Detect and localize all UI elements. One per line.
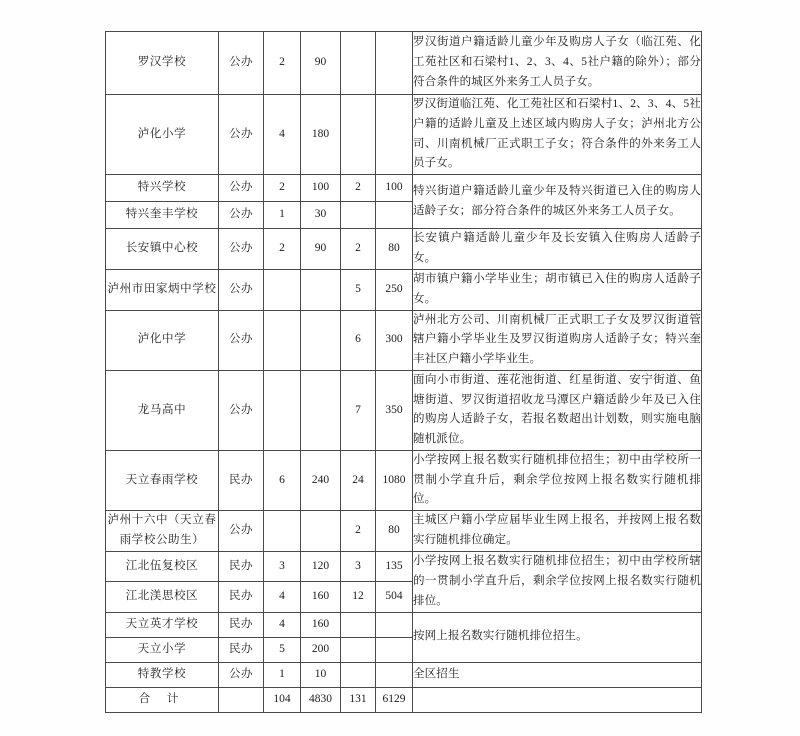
cell-primary-seats: 180: [301, 95, 341, 175]
cell-school: 天立英才学校: [106, 612, 219, 637]
enrollment-plan-table: [105, 31, 702, 713]
cell-primary-seats: 100: [301, 175, 341, 202]
table-row: [106, 370, 702, 450]
cell-primary-classes: 1: [264, 662, 301, 687]
cell-junior-classes: [341, 612, 376, 637]
cell-junior-classes: [341, 95, 376, 175]
cell-primary-seats: [301, 370, 341, 450]
cell-nature: 公办: [219, 511, 264, 552]
cell-scope: 全区招生: [413, 662, 702, 687]
cell-nature: 公办: [219, 370, 264, 450]
cell-nature: 公办: [219, 662, 264, 687]
cell-primary-seats: 90: [301, 32, 341, 95]
cell-school: 泸州市田家炳中学校: [106, 269, 219, 310]
cell-primary-classes: 6: [264, 450, 301, 510]
cell-school: 罗汉学校: [106, 32, 219, 95]
cell-junior-seats: 1080: [376, 450, 413, 510]
cell-junior-seats: 250: [376, 269, 413, 310]
cell-junior-classes: 6: [341, 310, 376, 370]
cell-primary-classes: 2: [264, 32, 301, 95]
cell-primary-seats: 160: [301, 582, 341, 612]
cell-junior-classes: 3: [341, 552, 376, 582]
cell-junior-seats: [376, 637, 413, 662]
cell-junior-seats: [376, 95, 413, 175]
cell-primary-classes: 4: [264, 582, 301, 612]
cell-junior-seats: 135: [376, 552, 413, 582]
cell-school: 泸州十六中（天立春雨学校公助生）: [106, 511, 219, 552]
cell-primary-classes: [264, 269, 301, 310]
table-row: [106, 95, 702, 175]
cell-junior-seats: [376, 662, 413, 687]
cell-nature: 民办: [219, 582, 264, 612]
total-label: 合 计: [106, 687, 219, 712]
cell-scope: 罗汉街道临江苑、化工苑社区和石梁村1、2、3、4、5社户籍的适龄儿童及上述区域内购房人子女；泸州北方公司、川南机械厂正式职工子女；符合条件的外来务工人员子女。: [413, 95, 702, 175]
cell-nature: 公办: [219, 269, 264, 310]
cell-junior-seats: [376, 202, 413, 229]
cell-nature: 公办: [219, 95, 264, 175]
cell-junior-classes: 5: [341, 269, 376, 310]
table-row: [106, 269, 702, 310]
cell-nature: 民办: [219, 612, 264, 637]
cell-junior-classes: [341, 202, 376, 229]
cell-junior-seats: 100: [376, 175, 413, 202]
cell-junior-seats: 504: [376, 582, 413, 612]
cell-nature: 公办: [219, 310, 264, 370]
cell-scope: 主城区户籍小学应届毕业生网上报名，并按网上报名数实行随机排位确定。: [413, 511, 702, 552]
cell-primary-classes: [264, 511, 301, 552]
total-primary-classes: 104: [264, 687, 301, 712]
cell-junior-classes: 2: [341, 229, 376, 270]
cell-primary-classes: 4: [264, 95, 301, 175]
cell-primary-classes: 1: [264, 202, 301, 229]
cell-nature: 公办: [219, 202, 264, 229]
cell-primary-classes: 3: [264, 552, 301, 582]
cell-primary-seats: [301, 511, 341, 552]
cell-primary-classes: 2: [264, 229, 301, 270]
cell-primary-seats: [301, 310, 341, 370]
cell-scope: 小学按网上报名数实行随机排位招生；初中由学校所辖的一贯制小学直升后，剩余学位按网上报名数实行随机排位。: [413, 552, 702, 612]
cell-junior-classes: 2: [341, 175, 376, 202]
cell-junior-seats: 350: [376, 370, 413, 450]
cell-junior-seats: [376, 612, 413, 637]
total-junior-classes: 131: [341, 687, 376, 712]
cell-nature: 民办: [219, 450, 264, 510]
cell-scope: 小学按网上报名数实行随机排位招生；初中由学校所一贯制小学直升后，剩余学位按网上报名数实行随机排位。: [413, 450, 702, 510]
cell-school: 泸化中学: [106, 310, 219, 370]
cell-scope: 面向小市街道、莲花池街道、红星街道、安宁街道、鱼塘街道、罗汉街道招收龙马潭区户籍适龄少年及已入住的购房人适龄子女，若报名数超出计划数，则实施电脑随机派位。: [413, 370, 702, 450]
cell-junior-classes: 2: [341, 511, 376, 552]
cell-primary-seats: 120: [301, 552, 341, 582]
total-nature: [219, 687, 264, 712]
cell-junior-seats: [376, 32, 413, 95]
cell-junior-seats: 80: [376, 229, 413, 270]
cell-junior-classes: 12: [341, 582, 376, 612]
table-row: [106, 310, 702, 370]
cell-junior-classes: 7: [341, 370, 376, 450]
cell-school: 天立小学: [106, 637, 219, 662]
cell-primary-classes: 4: [264, 612, 301, 637]
cell-junior-classes: [341, 637, 376, 662]
cell-primary-seats: [301, 269, 341, 310]
cell-junior-seats: 300: [376, 310, 413, 370]
table-row: [106, 662, 702, 687]
cell-junior-classes: 24: [341, 450, 376, 510]
cell-school: 长安镇中心校: [106, 229, 219, 270]
cell-primary-classes: 5: [264, 637, 301, 662]
cell-primary-seats: 160: [301, 612, 341, 637]
cell-school: 天立春雨学校: [106, 450, 219, 510]
cell-primary-seats: 30: [301, 202, 341, 229]
cell-primary-classes: 2: [264, 175, 301, 202]
cell-primary-classes: [264, 310, 301, 370]
enrollment-table-container: [105, 31, 701, 713]
cell-scope: 按网上报名数实行随机排位招生。: [413, 612, 702, 662]
cell-school: 龙马高中: [106, 370, 219, 450]
table-row: [106, 612, 702, 637]
cell-school: 泸化小学: [106, 95, 219, 175]
cell-scope: 胡市镇户籍小学毕业生；胡市镇已入住的购房人适龄子女。: [413, 269, 702, 310]
cell-primary-seats: 200: [301, 637, 341, 662]
cell-junior-seats: 80: [376, 511, 413, 552]
cell-nature: 公办: [219, 175, 264, 202]
cell-primary-seats: 10: [301, 662, 341, 687]
table-row: [106, 450, 702, 510]
cell-junior-classes: [341, 32, 376, 95]
table-row: [106, 552, 702, 582]
cell-nature: 民办: [219, 637, 264, 662]
cell-scope: 泸州北方公司、川南机械厂正式职工子女及罗汉街道管辖户籍小学毕业生及罗汉街道购房人适龄子女；特兴奎丰社区户籍小学毕业生。: [413, 310, 702, 370]
cell-primary-seats: 90: [301, 229, 341, 270]
cell-school: 江北伍复校区: [106, 552, 219, 582]
cell-school: 特教学校: [106, 662, 219, 687]
cell-school: 特兴学校: [106, 175, 219, 202]
cell-nature: 民办: [219, 552, 264, 582]
table-row: [106, 32, 702, 95]
cell-school: 特兴奎丰学校: [106, 202, 219, 229]
table-row: [106, 511, 702, 552]
cell-junior-classes: [341, 662, 376, 687]
cell-nature: 公办: [219, 32, 264, 95]
cell-school: 江北渼思校区: [106, 582, 219, 612]
total-scope: [413, 687, 702, 712]
cell-scope: 长安镇户籍适龄儿童少年及长安镇入住购房人适龄子女。: [413, 229, 702, 270]
table-row: [106, 175, 702, 202]
cell-nature: 公办: [219, 229, 264, 270]
cell-scope: 罗汉街道户籍适龄儿童少年及购房人子女（临江苑、化工苑社区和石梁村1、2、3、4、5社户籍的除外）；部分符合条件的城区外来务工人员子女。: [413, 32, 702, 95]
table-row: [106, 229, 702, 270]
table-total-row: [106, 687, 702, 712]
cell-scope: 特兴街道户籍适龄儿童少年及特兴街道已入住的购房人适龄子女；部分符合条件的城区外来务工人员子女。: [413, 175, 702, 229]
cell-primary-seats: 240: [301, 450, 341, 510]
cell-primary-classes: [264, 370, 301, 450]
total-junior-seats: 6129: [376, 687, 413, 712]
total-primary-seats: 4830: [301, 687, 341, 712]
